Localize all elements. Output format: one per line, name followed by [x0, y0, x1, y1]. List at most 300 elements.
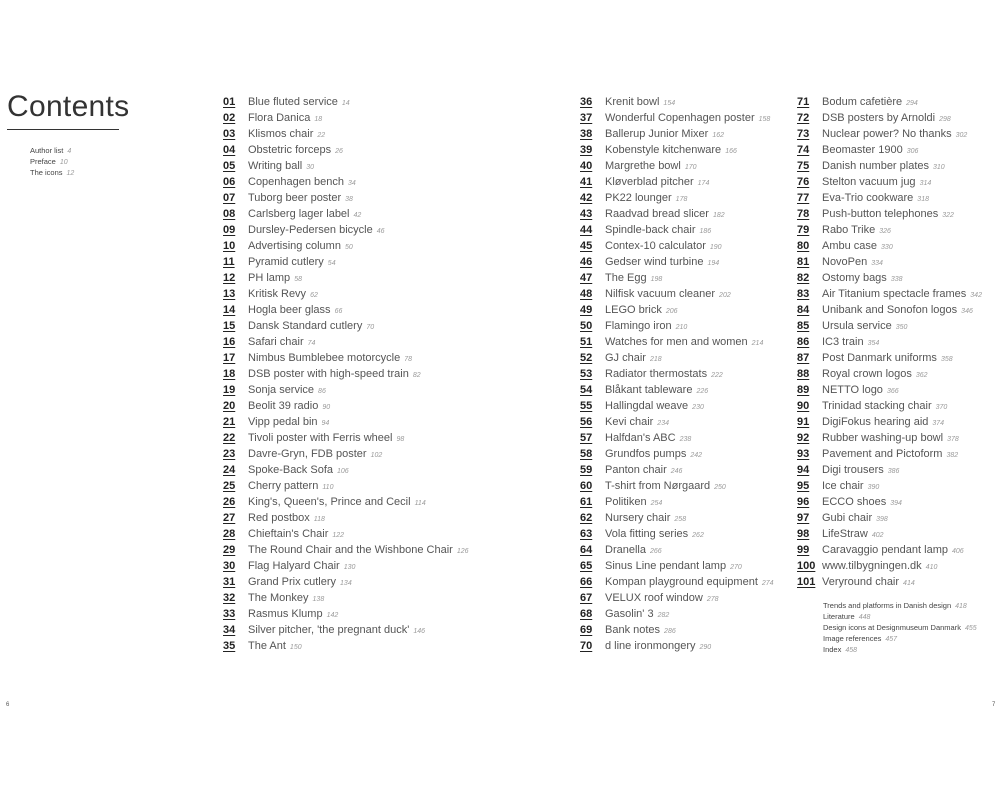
- contents-entry[interactable]: [223, 190, 469, 206]
- contents-entry[interactable]: [797, 334, 982, 350]
- entry-number: 30: [223, 560, 236, 572]
- entry-title-group: [605, 512, 686, 524]
- entry-page: 230: [692, 404, 704, 411]
- contents-entry[interactable]: [580, 238, 774, 254]
- contents-entry[interactable]: [797, 526, 982, 542]
- entry-page: 210: [675, 324, 688, 331]
- entry-title-group: [605, 608, 669, 620]
- entry-page: 194: [707, 260, 720, 267]
- entry-title-group: [248, 352, 412, 364]
- contents-entry[interactable]: [797, 558, 982, 574]
- contents-entry[interactable]: [797, 318, 982, 334]
- contents-entry[interactable]: [580, 382, 774, 398]
- contents-entry[interactable]: [580, 398, 774, 414]
- contents-entry[interactable]: [223, 510, 469, 526]
- entry-number: 55: [580, 400, 593, 412]
- entry-title-group: [605, 560, 742, 572]
- entry-title: Nimbus Bumblebee motorcycle: [248, 352, 401, 364]
- entry-page: 266: [649, 548, 662, 555]
- entry-title-group: [822, 160, 945, 172]
- back-matter-item: [823, 623, 977, 634]
- entry-page: 70: [366, 324, 375, 331]
- entry-page: 274: [761, 580, 774, 587]
- entry-title-group: [822, 432, 959, 444]
- contents-entry[interactable]: [797, 462, 982, 478]
- contents-entry[interactable]: [223, 94, 469, 110]
- entry-page: 370: [935, 404, 948, 411]
- entry-title: Spindle-back chair: [605, 224, 696, 236]
- entry-title-group: [248, 256, 336, 268]
- entry-page: 378: [947, 436, 959, 443]
- entry-title-group: [822, 368, 928, 380]
- contents-entry[interactable]: [223, 430, 469, 446]
- contents-entry[interactable]: [580, 270, 774, 286]
- entry-title: Ballerup Junior Mixer: [605, 128, 709, 140]
- contents-entry[interactable]: [580, 110, 774, 126]
- page-title: Contents: [7, 88, 119, 130]
- entry-page: 46: [376, 228, 385, 235]
- contents-entry[interactable]: [797, 350, 982, 366]
- front-matter-item: [30, 157, 74, 168]
- contents-entry[interactable]: [797, 286, 982, 302]
- entry-title: Tuborg beer poster: [248, 192, 342, 204]
- entry-page: 186: [699, 228, 712, 235]
- entry-title-group: [822, 128, 967, 140]
- contents-entry[interactable]: [797, 302, 982, 318]
- entry-title-group: [605, 96, 675, 108]
- entry-page: 14: [341, 100, 350, 107]
- contents-column-1: [223, 94, 469, 654]
- contents-entry[interactable]: [223, 398, 469, 414]
- contents-entry[interactable]: [580, 286, 774, 302]
- entry-page: 134: [340, 580, 352, 587]
- back-matter-list: [823, 601, 977, 656]
- entry-page: 54: [327, 260, 336, 267]
- contents-entry[interactable]: [580, 94, 774, 110]
- entry-title: Bank notes: [605, 624, 661, 636]
- entry-title: Royal crown logos: [822, 368, 912, 380]
- entry-title: Bodum cafetière: [822, 96, 903, 108]
- contents-column-2: [580, 94, 774, 654]
- contents-entry[interactable]: [797, 478, 982, 494]
- entry-page: 374: [932, 420, 945, 427]
- entry-number: 12: [223, 272, 236, 284]
- contents-entry[interactable]: [223, 494, 469, 510]
- contents-entry[interactable]: [797, 414, 982, 430]
- entry-number: 101: [797, 576, 816, 588]
- entry-number: 08: [223, 208, 236, 220]
- entry-page: 302: [955, 132, 968, 139]
- entry-title: The Egg: [605, 272, 647, 284]
- contents-entry[interactable]: [797, 574, 982, 590]
- entry-page: 170: [684, 164, 697, 171]
- entry-page: 234: [657, 420, 669, 427]
- entry-title: Nilfisk vacuum cleaner: [605, 288, 716, 300]
- contents-entry[interactable]: [797, 174, 982, 190]
- entry-title-group: [605, 224, 711, 236]
- contents-entry[interactable]: [797, 446, 982, 462]
- entry-title: Krenit bowl: [605, 96, 660, 108]
- contents-entry[interactable]: [580, 558, 774, 574]
- back-matter-item: [823, 645, 977, 656]
- entry-number: 15: [223, 320, 236, 332]
- contents-entry[interactable]: [797, 94, 982, 110]
- entry-page: 190: [709, 244, 722, 251]
- entry-title-group: [822, 288, 982, 300]
- contents-entry[interactable]: [797, 542, 982, 558]
- entry-title-group: [248, 592, 324, 604]
- entry-page: 250: [714, 484, 726, 491]
- entry-title-group: [248, 272, 302, 284]
- entry-page: 382: [946, 452, 959, 459]
- contents-entry[interactable]: [797, 158, 982, 174]
- entry-number: 65: [580, 560, 593, 572]
- contents-entry[interactable]: [797, 254, 982, 270]
- entry-title: Ostomy bags: [822, 272, 887, 284]
- entry-page: 218: [649, 356, 662, 363]
- entry-title: GJ chair: [605, 352, 646, 364]
- entry-number: 99: [797, 544, 810, 556]
- entry-title-group: [605, 544, 662, 556]
- entry-number: 19: [223, 384, 236, 396]
- back-matter-label: Design icons at Designmuseum Danmark: [823, 623, 961, 632]
- contents-entry[interactable]: [223, 574, 469, 590]
- entry-number: 04: [223, 144, 236, 156]
- entry-number: 59: [580, 464, 593, 476]
- contents-entry[interactable]: [223, 318, 469, 334]
- entry-title-group: [605, 160, 697, 172]
- contents-entry[interactable]: [580, 142, 774, 158]
- entry-number: 36: [580, 96, 593, 108]
- front-matter-label: The icons: [30, 168, 63, 177]
- front-matter-page: 12: [66, 170, 75, 177]
- contents-entry[interactable]: [797, 206, 982, 222]
- contents-entry[interactable]: [223, 478, 469, 494]
- entry-page: 322: [942, 212, 954, 219]
- entry-title-group: [822, 192, 929, 204]
- entry-title-group: [605, 592, 719, 604]
- entry-number: 78: [797, 208, 810, 220]
- entry-title-group: [248, 448, 382, 460]
- entry-page: 398: [876, 516, 888, 523]
- contents-entry[interactable]: [580, 414, 774, 430]
- contents-entry[interactable]: [223, 414, 469, 430]
- entry-page: 174: [697, 180, 710, 187]
- back-matter-item: [823, 601, 977, 612]
- entry-page: 406: [951, 548, 964, 555]
- entry-title-group: [822, 256, 883, 268]
- entry-page: 206: [665, 308, 678, 315]
- contents-entry[interactable]: [223, 638, 469, 654]
- entry-number: 54: [580, 384, 593, 396]
- entry-page: 138: [312, 596, 325, 603]
- entry-title-group: [248, 608, 338, 620]
- entry-number: 69: [580, 624, 593, 636]
- entry-page: 82: [412, 372, 421, 379]
- entry-title-group: [605, 144, 737, 156]
- entry-number: 84: [797, 304, 810, 316]
- entry-title: Cherry pattern: [248, 480, 319, 492]
- entry-title: Ice chair: [822, 480, 864, 492]
- contents-entry[interactable]: [580, 222, 774, 238]
- entry-title-group: [822, 352, 953, 364]
- entry-page: 162: [712, 132, 725, 139]
- entry-title: ECCO shoes: [822, 496, 887, 508]
- contents-entry[interactable]: [797, 190, 982, 206]
- entry-number: 13: [223, 288, 236, 300]
- entry-title: Red postbox: [248, 512, 310, 524]
- entry-title-group: [822, 336, 879, 348]
- entry-title-group: [605, 368, 723, 380]
- front-matter-page: 4: [67, 148, 72, 155]
- contents-entry[interactable]: [797, 494, 982, 510]
- entry-number: 37: [580, 112, 593, 124]
- entry-number: 73: [797, 128, 810, 140]
- front-matter-label: Author list: [30, 146, 64, 155]
- contents-entry[interactable]: [223, 238, 469, 254]
- contents-entry[interactable]: [797, 430, 982, 446]
- entry-title: Wonderful Copenhagen poster: [605, 112, 755, 124]
- contents-entry[interactable]: [797, 510, 982, 526]
- entry-page: 30: [306, 164, 315, 171]
- entry-title-group: [822, 240, 893, 252]
- entry-number: 71: [797, 96, 810, 108]
- contents-entry[interactable]: [797, 398, 982, 414]
- entry-title: Trinidad stacking chair: [822, 400, 932, 412]
- entry-title: Kritisk Revy: [248, 288, 307, 300]
- entry-title-group: [605, 432, 691, 444]
- entry-page: 122: [332, 532, 345, 539]
- contents-entry[interactable]: [223, 126, 469, 142]
- entry-title-group: [605, 304, 678, 316]
- contents-entry[interactable]: [223, 542, 469, 558]
- entry-title-group: [605, 400, 704, 412]
- entry-number: 07: [223, 192, 236, 204]
- entry-title-group: [248, 496, 426, 508]
- contents-entry[interactable]: [580, 462, 774, 478]
- back-matter-item: [823, 612, 977, 623]
- entry-title-group: [248, 304, 342, 316]
- entry-title: Gedser wind turbine: [605, 256, 704, 268]
- entry-title: Kobenstyle kitchenware: [605, 144, 722, 156]
- entry-title-group: [822, 528, 884, 540]
- entry-page: 62: [310, 292, 318, 299]
- entry-title: Vola fitting series: [605, 528, 689, 540]
- contents-column-3: [797, 94, 982, 590]
- contents-entry[interactable]: [580, 494, 774, 510]
- contents-entry[interactable]: [580, 206, 774, 222]
- entry-title: Politiken: [605, 496, 647, 508]
- entry-number: 05: [223, 160, 236, 172]
- entry-title-group: [248, 544, 469, 556]
- entry-page: 270: [730, 564, 742, 571]
- entry-number: 83: [797, 288, 810, 300]
- entry-title-group: [248, 320, 374, 332]
- contents-entry[interactable]: [797, 270, 982, 286]
- entry-title: Tivoli poster with Ferris wheel: [248, 432, 393, 444]
- entry-page: 330: [881, 244, 893, 251]
- entry-title-group: [822, 208, 954, 220]
- entry-title-group: [605, 480, 726, 492]
- contents-entry[interactable]: [580, 574, 774, 590]
- entry-page: 334: [871, 260, 883, 267]
- entry-page: 118: [313, 516, 325, 523]
- contents-entry[interactable]: [223, 222, 469, 238]
- entry-number: 26: [223, 496, 236, 508]
- contents-entry[interactable]: [223, 366, 469, 382]
- entry-number: 11: [223, 256, 235, 268]
- entry-page: 226: [696, 388, 709, 395]
- entry-number: 98: [797, 528, 810, 540]
- entry-page: 110: [322, 484, 334, 491]
- entry-title-group: [248, 400, 330, 412]
- entry-number: 89: [797, 384, 810, 396]
- entry-number: 86: [797, 336, 810, 348]
- contents-entry[interactable]: [580, 318, 774, 334]
- contents-entry[interactable]: [797, 366, 982, 382]
- entry-page: 290: [699, 644, 712, 651]
- entry-title: Dranella: [605, 544, 646, 556]
- entry-number: 56: [580, 416, 593, 428]
- contents-entry[interactable]: [223, 142, 469, 158]
- contents-entry[interactable]: [223, 606, 469, 622]
- contents-entry[interactable]: [223, 174, 469, 190]
- contents-entry[interactable]: [580, 126, 774, 142]
- entry-title-group: [248, 384, 326, 396]
- entry-title-group: [822, 320, 907, 332]
- entry-number: 14: [223, 304, 236, 316]
- contents-entry[interactable]: [797, 126, 982, 142]
- entry-title-group: [605, 464, 682, 476]
- contents-entry[interactable]: [580, 190, 774, 206]
- entry-title: Vipp pedal bin: [248, 416, 318, 428]
- entry-title: LEGO brick: [605, 304, 662, 316]
- back-matter-label: Image references: [823, 634, 882, 643]
- contents-entry[interactable]: [580, 334, 774, 350]
- contents-entry[interactable]: [223, 462, 469, 478]
- entry-page: 58: [294, 276, 302, 283]
- contents-entry[interactable]: [223, 270, 469, 286]
- contents-entry[interactable]: [580, 478, 774, 494]
- entry-title-group: [822, 96, 918, 108]
- entry-title: Danish number plates: [822, 160, 930, 172]
- contents-entry[interactable]: [797, 142, 982, 158]
- contents-entry[interactable]: [580, 302, 774, 318]
- entry-title: Raadvad bread slicer: [605, 208, 709, 220]
- contents-entry[interactable]: [797, 110, 982, 126]
- contents-entry[interactable]: [580, 158, 774, 174]
- entry-title: Kevi chair: [605, 416, 654, 428]
- entry-title: Sonja service: [248, 384, 315, 396]
- entry-number: 01: [223, 96, 236, 108]
- entry-page: 410: [925, 564, 938, 571]
- contents-entry[interactable]: [580, 590, 774, 606]
- entry-title-group: [248, 160, 314, 172]
- entry-title: Flamingo iron: [605, 320, 672, 332]
- entry-title: Silver pitcher, 'the pregnant duck': [248, 624, 410, 636]
- entry-number: 23: [223, 448, 236, 460]
- contents-entry[interactable]: [580, 350, 774, 366]
- entry-title: Margrethe bowl: [605, 160, 681, 172]
- contents-entry[interactable]: [223, 382, 469, 398]
- entry-page: 22: [317, 132, 326, 139]
- contents-entry[interactable]: [580, 510, 774, 526]
- contents-entry[interactable]: [223, 350, 469, 366]
- contents-entry[interactable]: [223, 302, 469, 318]
- entry-page: 78: [404, 356, 413, 363]
- entry-page: 310: [933, 164, 945, 171]
- contents-entry[interactable]: [223, 526, 469, 542]
- contents-entry[interactable]: [580, 542, 774, 558]
- entry-title: Air Titanium spectacle frames: [822, 288, 967, 300]
- entry-title: Rasmus Klump: [248, 608, 323, 620]
- contents-entry[interactable]: [580, 174, 774, 190]
- entry-title: Writing ball: [248, 160, 303, 172]
- contents-entry[interactable]: [223, 286, 469, 302]
- contents-entry[interactable]: [223, 110, 469, 126]
- back-matter-label: Trends and platforms in Danish design: [823, 601, 952, 610]
- contents-entry[interactable]: [223, 446, 469, 462]
- front-matter-item: [30, 146, 74, 157]
- entry-title-group: [248, 464, 349, 476]
- entry-page: 402: [871, 532, 884, 539]
- contents-entry[interactable]: [580, 430, 774, 446]
- entry-title-group: [248, 240, 353, 252]
- entry-title: The Ant: [248, 640, 286, 652]
- contents-entry[interactable]: [580, 606, 774, 622]
- contents-entry[interactable]: [223, 158, 469, 174]
- entry-title: Sinus Line pendant lamp: [605, 560, 727, 572]
- entry-title: VELUX roof window: [605, 592, 703, 604]
- entry-page: 158: [758, 116, 771, 123]
- entry-page: 254: [650, 500, 663, 507]
- entry-number: 35: [223, 640, 236, 652]
- contents-entry[interactable]: [580, 638, 774, 654]
- entry-number: 97: [797, 512, 810, 524]
- entry-number: 92: [797, 432, 810, 444]
- entry-title: Hogla beer glass: [248, 304, 331, 316]
- entry-page: 94: [321, 420, 330, 427]
- entry-number: 52: [580, 352, 593, 364]
- contents-entry[interactable]: [223, 206, 469, 222]
- contents-entry[interactable]: [797, 382, 982, 398]
- entry-page: 354: [867, 340, 880, 347]
- entry-title-group: [822, 272, 903, 284]
- entry-number: 41: [580, 176, 593, 188]
- contents-entry[interactable]: [580, 254, 774, 270]
- contents-entry[interactable]: [797, 238, 982, 254]
- contents-entry[interactable]: [580, 526, 774, 542]
- entry-title: Rabo Trike: [822, 224, 876, 236]
- entry-title-group: [248, 368, 421, 380]
- entry-title-group: [822, 224, 891, 236]
- entry-number: 72: [797, 112, 810, 124]
- entry-title-group: [248, 512, 325, 524]
- contents-entry[interactable]: [580, 622, 774, 638]
- contents-entry[interactable]: [223, 254, 469, 270]
- entry-title: Kløverblad pitcher: [605, 176, 694, 188]
- contents-entry[interactable]: [580, 446, 774, 462]
- contents-entry[interactable]: [223, 622, 469, 638]
- contents-entry[interactable]: [223, 590, 469, 606]
- entry-title: Flag Halyard Chair: [248, 560, 340, 572]
- contents-entry[interactable]: [223, 334, 469, 350]
- contents-entry[interactable]: [223, 558, 469, 574]
- contents-entry[interactable]: [580, 366, 774, 382]
- entry-title-group: [822, 448, 958, 460]
- contents-entry[interactable]: [797, 222, 982, 238]
- entry-number: 44: [580, 224, 593, 236]
